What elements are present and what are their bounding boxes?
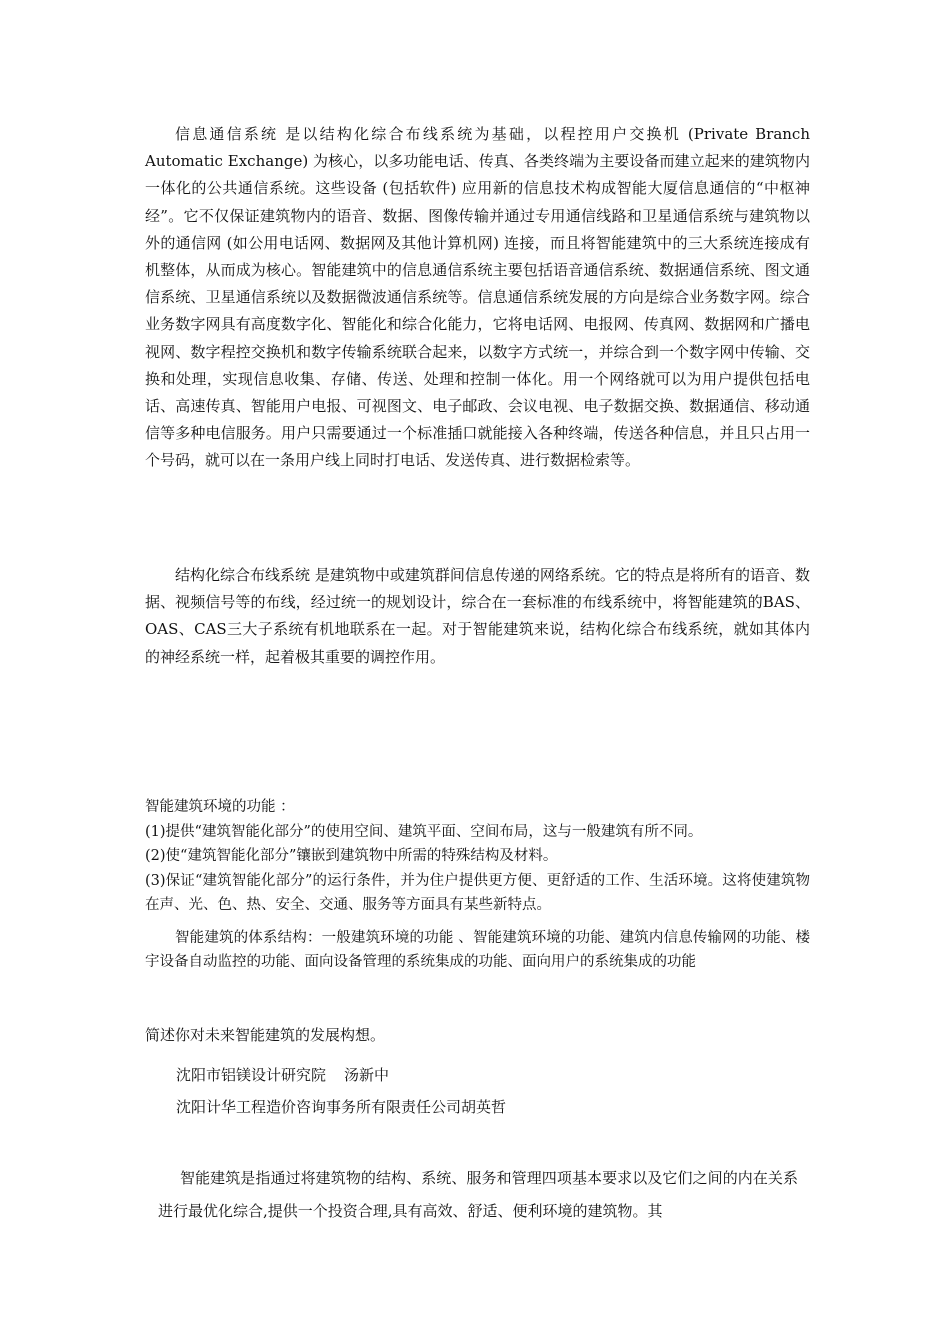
author-line-1 bbox=[176, 1063, 389, 1087]
author-name: 汤新中 bbox=[344, 1066, 390, 1084]
article-paragraph: 智能建筑是指通过将建筑物的结构、系统、服务和管理四项基本要求以及它们之间的内在关系进行最优化综合,提供一个投资合理,具有高效、舒适、便利环境的建筑物。其 bbox=[158, 1169, 798, 1220]
paragraph-structured-cabling: 结构化综合布线系统 是建筑物中或建筑群间信息传递的网络系统。它的特点是将所有的语音、数据、视频信号等的布线，经过统一的规划设计，综合在一套标准的布线系统中，将智能建筑的BAS、OAS、CAS三大子系统有机地联系在一起。对于智能建筑来说，结构化综合布线系统，就如其体内的神经系统一样，起着极其重要的调控作用。 bbox=[145, 566, 810, 666]
author-organization: 沈阳市铝镁设计研究院 bbox=[176, 1066, 327, 1084]
question-heading: 简述你对未来智能建筑的发展构想。 bbox=[145, 1026, 386, 1044]
function-item-1: (1)提供“建筑智能化部分”的使用空间、建筑平面、空间布局，这与一般建筑有所不同。 bbox=[145, 824, 703, 840]
function-item-3: (3)保证“建筑智能化部分”的运行条件，并为住户提供更方便、更舒适的工作、生活环境。这将使建筑物在声、光、色、热、安全、交通、服务等方面具有某些新特点。 bbox=[145, 872, 810, 914]
architecture-paragraph: 智能建筑的体系结构：一般建筑环境的功能 、智能建筑环境的功能、建筑内信息传输网的功能、楼宇设备自动监控的功能、面向设备管理的系统集成的功能、面向用户的系统集成的功能 bbox=[145, 930, 810, 971]
function-item-2: (2)使“建筑智能化部分”镶嵌到建筑物中所需的特殊结构及材料。 bbox=[145, 848, 558, 865]
function-list bbox=[145, 820, 810, 918]
paragraph-information-communication: 信息通信系统 是以结构化综合布线系统为基础，以程控用户交换机 (Private Branch Automatic Exchange) 为核心，以多功能电话、传真、各类终端为主要设备而建立起来的建筑物内一体化的公共通信系统。这些设备 (包括软件) 应用新的信息技术构成智能大厦信息通信的“中枢神经”。它不仅保证建筑物内的语音、数据、图像传输并通过专用通信线路和卫星通信系统与建筑物以外的通信网 (如公用电话网、数据网及其他计算机网) 连接，而且将智能建筑中的三大系统连接成有机整体，从而成为核心。智能建筑中的信息通信系统主要包括语音通信系统、数据通信系统、图文通信系统、卫星通信系统以及数据微波通信系统等。信息通信系统发展的方向是综合业务数字网。综合业务数字网具有高度数字化、智能化和综合化能力，它将电话网、电报网、传真网、数据网和广播电视网、数字程控交换机和数字传输系统联合起来，以数字方式统一，并综合到一个数字网中传输、交换和处理，实现信息收集、存储、传送、处理和控制一体化。用一个网络就可以为用户提供包括电话、高速传真、智能用户电报、可视图文、电子邮政、会议电视、电子数据交换、数据通信、移动通信等多种电信服务。用户只需要通过一个标准插口就能接入各种终端，传送各种信息，并且只占用一个号码，就可以在一条用户线上同时打电话、发送传真、进行数据检索等。 bbox=[145, 125, 810, 470]
author-line-2: 沈阳计华工程造价咨询事务所有限责任公司胡英哲 bbox=[176, 1098, 507, 1116]
section-title: 智能建筑环境的功能 ： bbox=[145, 799, 295, 815]
